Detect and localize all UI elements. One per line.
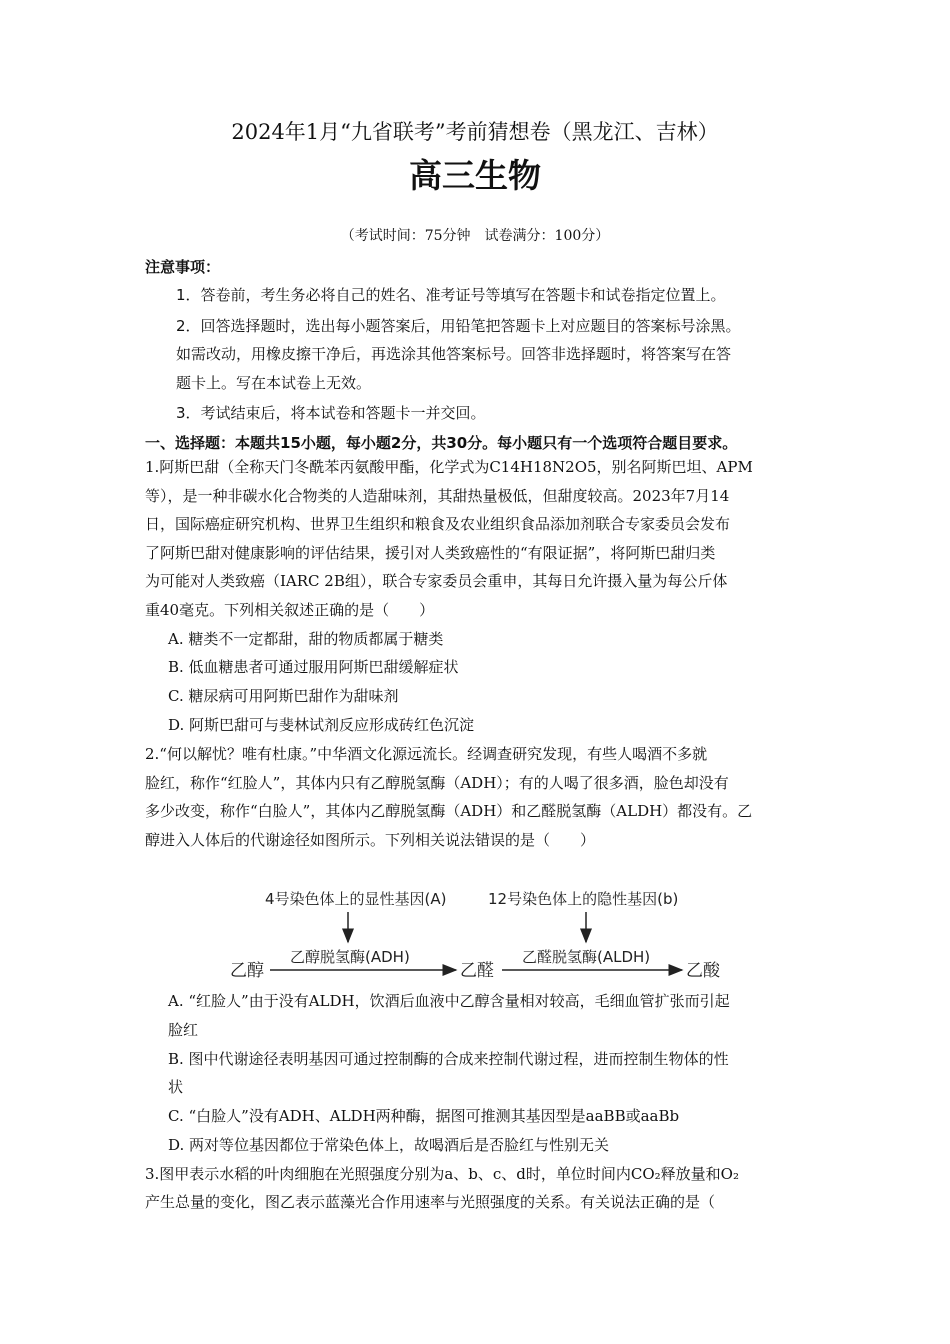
q1-stem-line: 等），是一种非碳水化合物类的人造甜味剂，其甜热量极低，但甜度较高。2023年7月14 (145, 487, 730, 505)
exam-title: 2024年1月“九省联考”考前猜想卷（黑龙江、吉林） (231, 120, 719, 144)
q1-stem-line: 日，国际癌症研究机构、世界卫生组织和粮食及农业组织食品添加剂联合专家委员会发布 (145, 515, 731, 533)
q2-stem-line: 多少改变，称作“白脸人”，其体内乙醇脱氢酶（ADH）和乙醛脱氢酶（ALDH）都没有。乙 (145, 802, 753, 820)
subject-title: 高三生物 (409, 156, 541, 195)
q2-option-b-cont: 状 (168, 1078, 184, 1096)
q2-option-b: B. 图中代谢途径表明基因可通过控制酶的合成来控制代谢过程，进而控制生物体的性 (168, 1050, 729, 1068)
notice-item-2-line-2: 如需改动，用橡皮擦干净后，再选涂其他答案标号。回答非选择题时，将答案写在答 (176, 345, 732, 363)
q2-option-c: C. “白脸人”没有ADH、ALDH两种酶，据图可推测其基因型是aaBB或aaBb (168, 1107, 680, 1125)
q1-option-b: B. 低血糖患者可通过服用阿斯巴甜缓解症状 (168, 658, 459, 676)
q2-stem-line: 2.“何以解忧？唯有杜康。”中华酒文化源远流长。经调查研究发现，有些人喝酒不多就 (145, 745, 708, 763)
q2-option-d: D. 两对等位基因都位于常染色体上，故喝酒后是否脸红与性别无关 (168, 1136, 610, 1154)
q1-stem-line: 为可能对人类致癌（IARC 2B组），联合专家委员会重申，其每日允许摄入量为每公斤体 (145, 572, 728, 590)
exam-info: （考试时间：75分钟 试卷满分：100分） (340, 228, 610, 244)
q2-stem-line: 醇进入人体后的代谢途径如图所示。下列相关说法错误的是（ ） (145, 831, 596, 849)
q1-option-c: C. 糖尿病可用阿斯巴甜作为甜味剂 (168, 687, 399, 705)
q3-stem-line: 3.图甲表示水稻的叶肉细胞在光照强度分别为a、b、c、d时，单位时间内CO₂释放量和O₂ (145, 1165, 739, 1183)
notice-item-3: 3．考试结束后，将本试卷和答题卡一并交回。 (176, 404, 486, 422)
notice-item-2-line-1: 2．回答选择题时，选出每小题答案后，用铅笔把答题卡上对应题目的答案标号涂黑。 (176, 317, 741, 335)
section-heading: 一、选择题：本题共15小题，每小题2分，共30分。每小题只有一个选项符合题目要求。 (145, 434, 738, 452)
q2-option-a: A. “红脸人”由于没有ALDH，饮酒后血液中乙醇含量相对较高，毛细血管扩张而引起 (168, 992, 730, 1010)
q2-option-a-cont: 脸红 (168, 1021, 199, 1039)
q1-option-d: D. 阿斯巴甜可与斐林试剂反应形成砖红色沉淀 (168, 716, 475, 734)
q1-stem-line: 了阿斯巴甜对健康影响的评估结果，援引对人类致癌性的“有限证据”，将阿斯巴甜归类 (145, 544, 716, 562)
acetic-acid-label: 乙酸 (686, 961, 720, 981)
notice-heading: 注意事项： (145, 258, 221, 276)
gene-a-label: 4号染色体上的显性基因(A) (265, 890, 447, 908)
notice-item-1: 1．答卷前，考生务必将自己的姓名、准考证号等填写在答题卡和试卷指定位置上。 (176, 286, 726, 304)
gene-b-label: 12号染色体上的隐性基因(b) (488, 890, 679, 908)
q2-stem-line: 脸红，称作“红脸人”，其体内只有乙醇脱氢酶（ADH）；有的人喝了很多酒，脸色却没有 (145, 774, 729, 792)
metabolism-pathway-diagram (220, 880, 730, 990)
q1-option-a: A. 糖类不一定都甜，甜的物质都属于糖类 (168, 630, 444, 648)
aldh-label: 乙醛脱氢酶(ALDH) (522, 948, 651, 966)
q1-stem-line: 1.阿斯巴甜（全称天门冬酰苯丙氨酸甲酯，化学式为C14H18N2O5，别名阿斯巴坦、APM (145, 458, 753, 476)
notice-item-2-line-3: 题卡上。写在本试卷上无效。 (176, 374, 372, 392)
q1-stem-line: 重40毫克。下列相关叙述正确的是（ ） (145, 601, 435, 619)
acetaldehyde-label: 乙醛 (460, 961, 494, 981)
adh-label: 乙醇脱氢酶(ADH) (290, 948, 410, 966)
q3-stem-line: 产生总量的变化，图乙表示蓝藻光合作用速率与光照强度的关系。有关说法正确的是（ (145, 1193, 716, 1211)
ethanol-label: 乙醇 (230, 961, 264, 981)
